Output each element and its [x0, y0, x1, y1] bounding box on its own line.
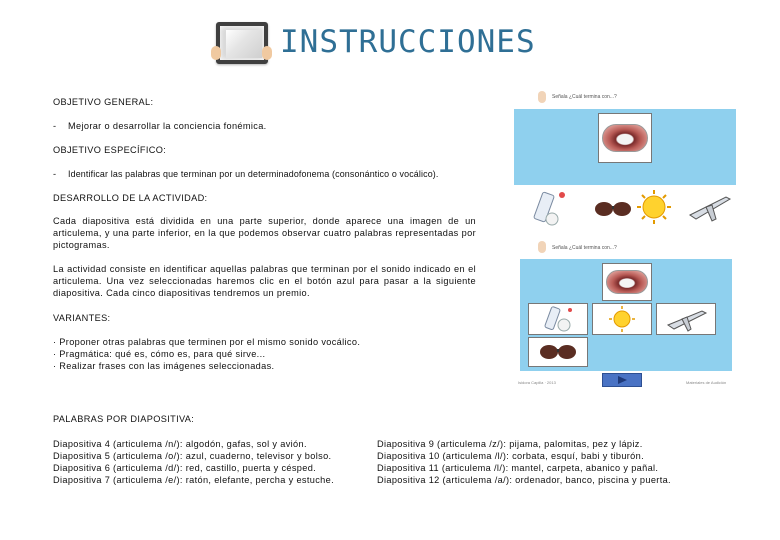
pictogram-card	[592, 303, 652, 335]
pictogram-row	[512, 185, 736, 235]
slide-header-text: Señala ¿Cuál termina con...?	[552, 245, 617, 251]
cream-tube-icon	[534, 192, 565, 225]
kid-figure-icon	[538, 91, 546, 103]
palabras-left-item: Diapositiva 6 (articulema /d/): red, castillo, puerta y césped.	[53, 463, 317, 473]
play-arrow-icon	[616, 375, 628, 385]
articulema-card	[602, 263, 652, 301]
right-hand-icon	[262, 46, 272, 60]
kid-figure-icon	[538, 241, 546, 253]
objetivo-especifico-heading: OBJETIVO ESPECÍFICO:	[53, 145, 167, 155]
airplane-icon	[690, 197, 730, 221]
tablet-icon	[216, 22, 268, 64]
variantes-item: · Realizar frases con las imágenes seleccionadas.	[53, 361, 275, 371]
left-hand-icon	[211, 46, 221, 60]
palabras-heading: PALABRAS POR DIAPOSITIVA:	[53, 414, 195, 424]
cream-tube-icon	[538, 305, 578, 333]
pictogram-card	[656, 303, 716, 335]
pictogram-card	[528, 303, 588, 335]
variantes-item: · Pragmática: qué es, cómo es, para qué sirve...	[53, 349, 266, 359]
palabras-right-item: Diapositiva 11 (articulema /l/): mantel, carpeta, abanico y pañal.	[377, 463, 659, 473]
pictograms	[512, 185, 736, 235]
desarrollo-heading: DESARROLLO DE LA ACTIVIDAD:	[53, 193, 208, 203]
desarrollo-paragraph-1: Cada diapositiva está dividida en una parte superior, donde aparece una imagen de un articulema, y una parte inferior, en la que podemos observar cuatro palabras representadas por pictogramas.	[53, 216, 476, 250]
sun-icon	[637, 190, 671, 224]
variantes-heading: VARIANTES:	[53, 313, 111, 323]
pictogram-card	[528, 337, 588, 367]
palabras-left-item: Diapositiva 5 (articulema /o/): azul, cuaderno, televisor y bolso.	[53, 451, 332, 461]
mouth-articulema-icon	[606, 270, 648, 294]
variantes-item: · Proponer otras palabras que terminen por el mismo sonido vocálico.	[53, 337, 361, 347]
sunglasses-icon	[536, 341, 580, 363]
desarrollo-paragraph-2: La actividad consiste en identificar aquellas palabras que terminan por el sonido indicado en el articulema. Una vez seleccionadas haremos clic en el botón azul para pasar a la siguiente diapositiva. Cada cinco diapositivas tendremos un premio.	[53, 264, 476, 298]
articulema-card	[598, 113, 652, 163]
slide-footer-left: Isidora Capilla · 2013	[518, 380, 556, 385]
slide-preview-2	[512, 237, 736, 389]
bullet-dash: -	[53, 121, 57, 131]
airplane-icon	[664, 305, 708, 333]
objetivo-general-heading: OBJETIVO GENERAL:	[53, 97, 154, 107]
sunglasses-icon	[595, 202, 631, 216]
palabras-right-item: Diapositiva 12 (articulema /a/): ordenador, banco, piscina y puerta.	[377, 475, 671, 485]
next-slide-button[interactable]	[602, 373, 642, 387]
sun-icon	[602, 305, 642, 333]
palabras-left-item: Diapositiva 4 (articulema /n/): algodón, gafas, sol y avión.	[53, 439, 307, 449]
objetivo-general-item: Mejorar o desarrollar la conciencia fonémica.	[68, 121, 267, 131]
slide-header-text: Señala ¿Cuál termina con...?	[552, 94, 617, 100]
bullet-dash: -	[53, 169, 57, 179]
palabras-right-item: Diapositiva 10 (articulema /l/): corbata, esquí, babi y tiburón.	[377, 451, 645, 461]
slide-footer-right: Materiales de Audición	[686, 380, 727, 385]
objetivo-especifico-item: Identificar las palabras que terminan por un determinadofonema (consonántico o vocálico).	[68, 169, 439, 179]
page-title: INSTRUCCIONES	[280, 24, 536, 60]
palabras-left-item: Diapositiva 7 (articulema /e/): ratón, elefante, percha y estuche.	[53, 475, 334, 485]
palabras-right-item: Diapositiva 9 (articulema /z/): pijama, palomitas, pez y lápiz.	[377, 439, 643, 449]
mouth-articulema-icon	[602, 124, 648, 152]
slide-preview-1	[512, 85, 736, 240]
